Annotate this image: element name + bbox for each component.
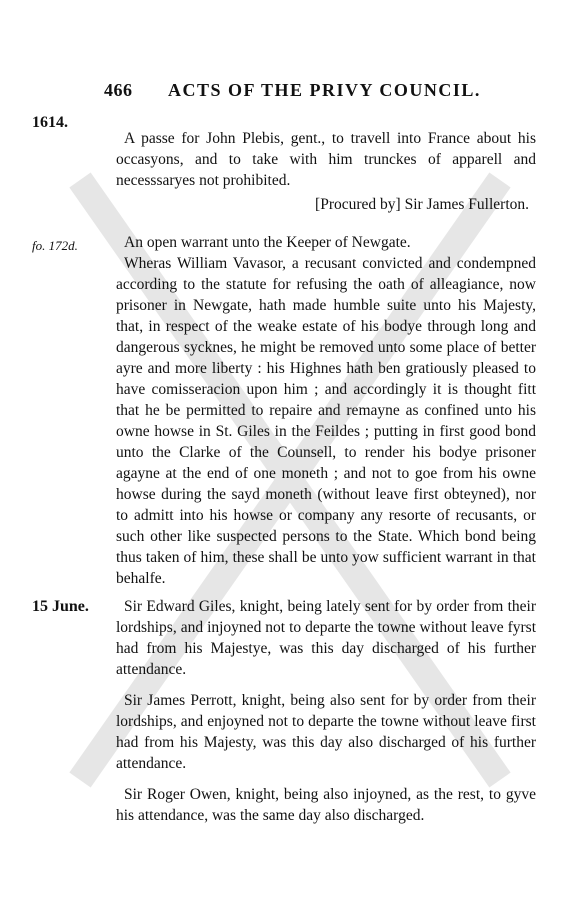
margin-folio: fo. 172d. <box>32 238 78 253</box>
entry-james-perrott: Sir James Perrott, knight, being also sent for by order from their lordships, and enjoyned not to departe the towne without leave first had from his Majesty, was this day also discharged of his further attendance. <box>116 692 536 772</box>
entry-signoff: [Procured by] Sir James Fullerton. <box>315 196 529 213</box>
margin-date: 15 June. <box>32 598 89 615</box>
entry-roger-owen: Sir Roger Owen, knight, being also injoyned, as the rest, to gyve his attendance, was the same day also discharged. <box>116 786 536 824</box>
entry-passe-john-plebis: A passe for John Plebis, gent., to travell into France about his occasyons, and to take with him trunckes of apparell and necesssaryes not prohibited. <box>116 130 536 189</box>
page-number: 466 <box>104 80 133 100</box>
entry-edward-giles: Sir Edward Giles, knight, being lately sent for by order from their lordships, and injoyned not to departe the towne without leave fyrst had from his Majestye, was this day discharged of his further attendance. <box>116 598 536 678</box>
entry-warrant-vavasor: Wheras William Vavasor, a recusant convicted and condempned according to the statute for refusing the oath of alleagiance, now prisoner in Newgate, hath made humble suite unto his Majesty, that, in respect of the weake estate of his bodye through long and dangerous sycknes, he might be removed unto some place of better ayre and more liberty : his Highnes hath ben gratiously pleased to have comisseracion upon him ; and accordingly it is thought fitt that he be permitted to repaire and remayne as confined unto his owne howse in St. Giles in the Feildes ; putting in first good bond unto the Clarke of the Counsell, to render his bodye prisoner agayne at the end of one moneth ; and not to goe from his owne howse during the sayd moneth (without leave first obteyned), nor to admitt into his howse or company any resorte of recusants, or such other like suspected persons to the State. Which bond being thus taken of him, these shall be unto yow sufficient warrant in that behalfe. <box>116 255 536 587</box>
running-title: ACTS OF THE PRIVY COUNCIL. <box>168 80 481 100</box>
margin-year: 1614. <box>32 114 68 131</box>
entry-heading-warrant: An open warrant unto the Keeper of Newgate. <box>124 234 411 251</box>
